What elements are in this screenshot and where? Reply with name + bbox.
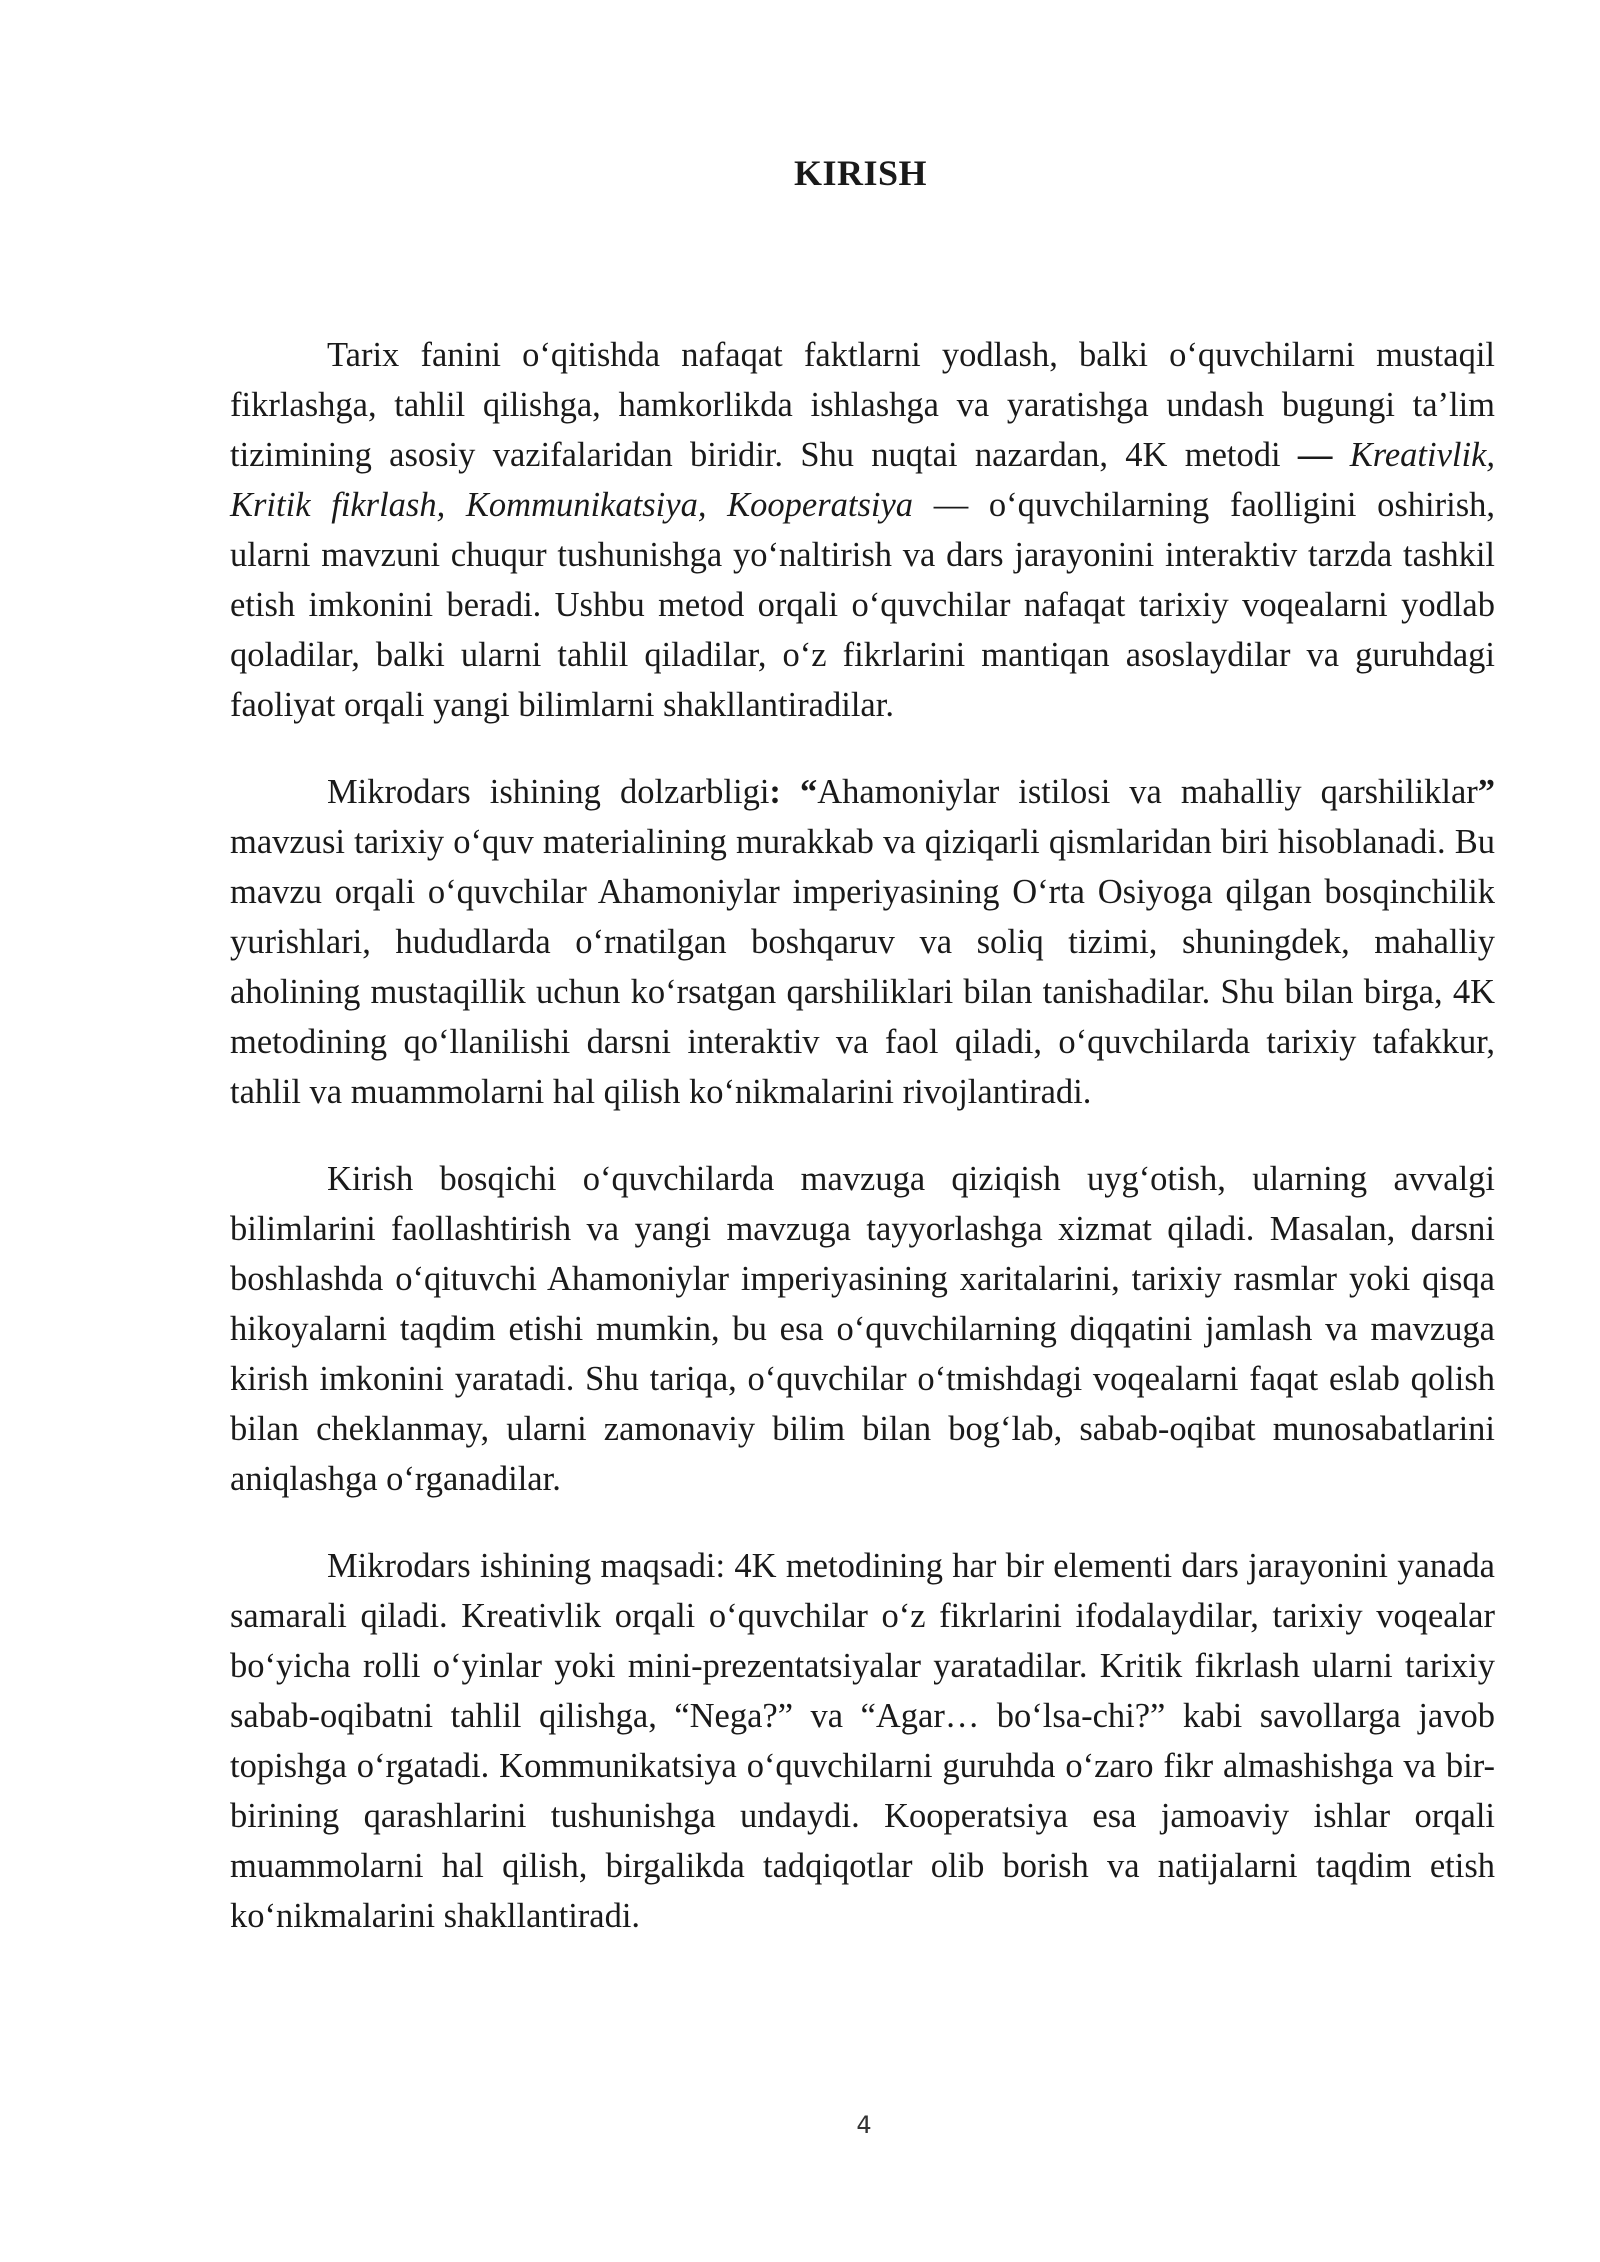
relevance-colon: : [769,773,781,811]
paragraph-intro-text-start: Tarix fanini o‘qitishda nafaqat faktlarni yodlash, balki o‘quvchilarni mustaqil fikrlashga, tahlil qilishga, hamkorlikda ishlashga va yaratishga undash bugungi ta’lim tizimining asosiy vazifalaridan biridir. Shu nuqtai nazardan, 4K metodi [230,336,1495,474]
paragraph-intro-stage: Kirish bosqichi o‘quvchilarda mavzuga qiziqish uyg‘otish, ularning avvalgi bilimlarini faollashtirish va yangi mavzuga tayyorlashga xizmat qiladi. Masalan, darsni boshlashda o‘qituvchi Ahamoniylar imperiyasining xaritalarini, tarixiy rasmlar yoki qisqa hikoyalarni taqdim etishi mumkin, bu esa o‘quvchilarning diqqatini jamlash va mavzuga kirish imkonini yaratadi. Shu tariqa, o‘quvchilar o‘tmishdagi voqealarni faqat eslab qolish bilan cheklanmay, ularni zamonaviy bilim bilan bog‘lab, sabab-oqibat munosabatlarini aniqlashga o‘rganadilar. [230,1160,1495,1498]
method-components-italic: Kreativlik, Kritik fikrlash, Kommunikatsiya, Kooperatsiya [230,436,1496,524]
space [1332,436,1349,474]
quote-open: “ [799,773,818,811]
paragraph-goal: Mikrodars ishining maqsadi: 4K metodining har bir elementi dars jarayonini yanada samarali qiladi. Kreativlik orqali o‘quvchilar o‘z fikrlarini ifodalaydilar, tarixiy voqealar bo‘yicha rolli o‘yinlar yoki mini-prezentatsiyalar yaratadilar. Kritik fikrlash ularni tarixiy sabab-oqibatni tahlil qilishga, “Nega?” va “Agar… bo‘lsa-chi?” kabi savollarga javob topishga o‘rgatadi. Kommunikatsiya o‘quvchilarni guruhda o‘zaro fikr almashishga va bir-birining qarashlarini tushunishga undaydi. Kooperatsiya esa jamoaviy ishlar orqali muammolarni hal qilish, birgalikda tadqiqotlar olib borish va natijalarni taqdim etish ko‘nikmalarini shakllantiradi. [230,1547,1495,1935]
paragraph-intro-text-end: — o‘quvchilarning faolligini oshirish, ularni mavzuni chuqur tushunishga yo‘naltirish va dars jarayonini interaktiv tarzda tashkil etish imkonini beradi. Ushbu metod orqali o‘quvchilar nafaqat tarixiy voqealarni yodlab qoladilar, balki ularni tahlil qiladilar, o‘z fikrlarini mantiqan asoslaydilar va guruhdagi faoliyat orqali yangi bilimlarni shakllantiradilar. [230,486,1496,724]
paragraph-relevance-text: mavzusi tarixiy o‘quv materialining murakkab va qiziqarli qismlaridan biri hisoblanadi. Bu mavzu orqali o‘quvchilar Ahamoniylar imperiyasining O‘rta Osiyoga qilgan bosqinchilik yurishlari, hududlarda o‘rnatilgan boshqaruv va soliq tizimi, shuningdek, mahalliy aholining mustaqillik uchun ko‘rsatgan qarshiliklari bilan tanishadilar. Shu bilan birga, 4K metodining qo‘llanilishi darsni interaktiv va faol qiladi, o‘quvchilarda tarixiy tafakkur, tahlil va muammolarni hal qilish ko‘nikmalarini rivojlantiradi. [230,823,1495,1111]
paragraph-intro [230,330,1495,730]
quote-close: ” [1477,773,1496,811]
space [781,773,800,811]
em-dash: — [1297,436,1333,474]
relevance-label: Mikrodars ishining dolzarbligi [327,773,770,811]
page-number: 4 [856,2111,872,2139]
document-body [230,330,1495,1978]
paragraph-relevance [230,767,1495,1117]
page-title: KIRISH [793,153,928,193]
topic-name: Ahamoniylar istilosi va mahalliy qarshiliklar [817,773,1478,811]
